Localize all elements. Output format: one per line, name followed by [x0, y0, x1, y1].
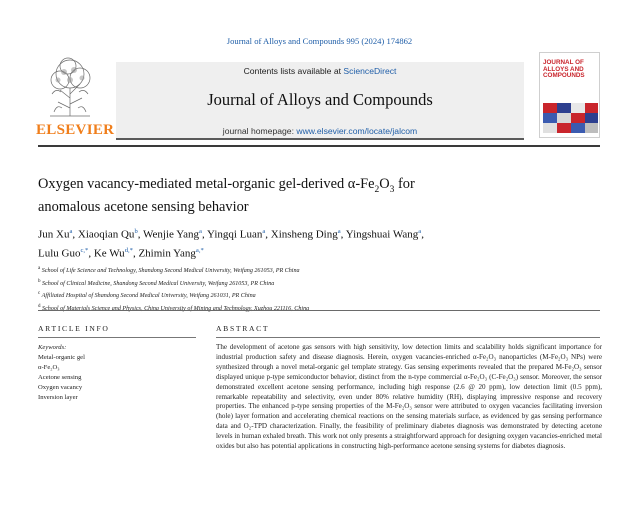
contents-line [116, 66, 524, 76]
homepage-line [116, 126, 524, 136]
author-affiliation-marker[interactable]: c,* [80, 247, 89, 255]
keyword-item: Inversion layer [38, 393, 78, 401]
keyword-item: Metal-organic gel [38, 354, 85, 361]
affiliation-marker: c [38, 291, 41, 297]
title-subscript: 2 [374, 184, 380, 195]
affiliation-item [38, 264, 578, 277]
cover-mosaic-image [543, 103, 598, 133]
homepage-link[interactable]: www.elsevier.com/locate/jalcom [296, 126, 418, 136]
keyword-list [38, 353, 198, 403]
abstract-rule [216, 337, 600, 338]
author-affiliation-marker[interactable]: b [134, 228, 138, 235]
author-name[interactable]: Xiaoqian Qu [77, 228, 135, 241]
author-name[interactable]: Jun Xu [38, 228, 70, 241]
author-affiliation-marker[interactable]: a,* [195, 247, 204, 255]
author-name[interactable]: Yingshuai Wang [345, 228, 419, 241]
article-info-rule [38, 337, 196, 338]
author-list: Jun Xu$^a$, Xiaoqian Qu$^b$, Wenjie Yang$^a$, Yingqi Luan$^a$, Xinsheng Ding$^a$, Yingshuai Wang$^a$, Lulu Guo$^{c,*}$, Ke $Wu^{d,*}$, Zhimin Yang$^{a,*}$ [38, 228, 424, 260]
journal-cover-thumbnail[interactable] [539, 52, 600, 138]
cover-title-line: COMPOUNDS [543, 72, 585, 79]
author-name[interactable]: Xinsheng Ding [270, 228, 338, 241]
author-affiliation-marker[interactable]: a [69, 228, 73, 235]
journal-masthead [38, 52, 600, 140]
elsevier-wordmark: ELSEVIER [36, 122, 115, 138]
title-part: Oxygen vacancy-mediated metal-organic gel-derived α-Fe [38, 176, 375, 192]
title-part: for [394, 176, 415, 192]
abstract-heading: ABSTRACT [216, 324, 270, 333]
cover-title-line: JOURNAL OF [543, 59, 584, 66]
keywords-label: Keywords: [38, 344, 67, 351]
keyword-item: Oxygen vacancy [38, 383, 83, 391]
paper-title [38, 176, 558, 216]
keyword-item: Acetone sensing [38, 373, 82, 381]
affiliation-marker: d [38, 303, 41, 309]
abstract-body: The development of acetone gas sensors with high sensitivity, low detection limits and scalability holds significant importance for industrial production safety and disease diagnosis. Herein, oxygen vacancies-enriched α-Fe₂O₃ nanoparticles (M-Fe₂O₃ NPs) were synthesized through a novel metal-organic gel template strategy. Gas sensing experiments revealed that the prepared M-Fe₂O₃ sensor displayed unique p-type semiconductor behavior, distinct from the n-type commercial α-Fe₂O₃ (C-Fe₂O₃) sensor. Moreover, the sensor demonstrated excellent acetone sensing performance, including high response (2.6 @ 20 ppm), low detection limit (0.5 ppm), remarkable repeatability and selectivity, even under 80% relative humidity (RH), displaying impressive response and recovery properties. The enhanced p-type sensing properties of the M-Fe₂O₃ sensor were attributed to oxygen vacancies facilitating inversion (hole) layer formation and accelerating chemical reactions on the sensing materials surface, as evidenced by gas sensing performance data and O₂-TPD characterization. Finally, the feasibility of preliminary diabetes diagnosis was demonstrated by detecting acetone levels in human exhaled breath. This work not only presents a straightforward approach for designing oxygen vacancies-enriched metal oxides but also has potential applications in constructing high-performance acetone sensing systems for diabetes diagnosis. [216, 343, 602, 451]
title-subscript: 3 [389, 184, 395, 195]
author-affiliation-marker[interactable]: a [262, 228, 266, 235]
author-name[interactable]: Lulu Guo [38, 247, 81, 260]
article-info-heading: ARTICLE INFO [38, 324, 110, 333]
author-affiliation-marker[interactable]: d,* [124, 247, 133, 255]
journal-info-box [116, 62, 524, 140]
author-name[interactable]: Ke Wu [93, 247, 125, 260]
affiliation-list [38, 264, 578, 315]
affiliation-marker: b [38, 278, 41, 284]
header-divider [38, 145, 600, 147]
affiliation-text: Affiliated Hospital of Shandong Second Medical University, Weifang 261031, PR China [41, 293, 256, 300]
author-name[interactable]: Yingqi Luan [207, 228, 263, 241]
section-divider [38, 310, 600, 311]
journal-citation[interactable]: Journal of Alloys and Compounds 995 (2024) 174862 [226, 36, 413, 46]
affiliation-item [38, 277, 578, 290]
cover-title [543, 60, 598, 80]
affiliation-marker: a [38, 266, 41, 271]
author-affiliation-marker[interactable]: a [337, 228, 341, 235]
affiliation-item [38, 289, 578, 302]
author-affiliation-marker[interactable]: a [418, 228, 422, 235]
sciencedirect-link[interactable]: ScienceDirect [343, 66, 397, 76]
affiliation-text: School of Materials Science and Physics, China University of Mining and Technology, Xuzhou 221116, China [42, 305, 310, 312]
author-name[interactable]: Zhimin Yang [138, 247, 196, 260]
elsevier-logo[interactable] [36, 52, 115, 140]
affiliation-text: School of Life Science and Technology, Shandong Second Medical University, Weifang 261053, PR China [41, 268, 300, 275]
affiliation-item [38, 302, 578, 315]
contents-prefix: Contents lists available at [243, 66, 342, 76]
elsevier-tree-emblem [44, 54, 96, 120]
keyword-item: α-Fe₂O₃ [38, 363, 60, 371]
title-part: anomalous acetone sensing behavior [38, 198, 249, 215]
homepage-prefix: journal homepage: [222, 126, 294, 136]
author-name[interactable]: Wenjie Yang [143, 228, 199, 241]
title-part: O [379, 176, 390, 192]
cover-title-line: ALLOYS AND [543, 65, 584, 73]
journal-title[interactable]: Journal of Alloys and Compounds [207, 90, 433, 109]
affiliation-text: School of Clinical Medicine, Shandong Second Medical University, Weifang 261053, PR China [42, 280, 275, 287]
author-affiliation-marker[interactable]: a [199, 228, 202, 235]
